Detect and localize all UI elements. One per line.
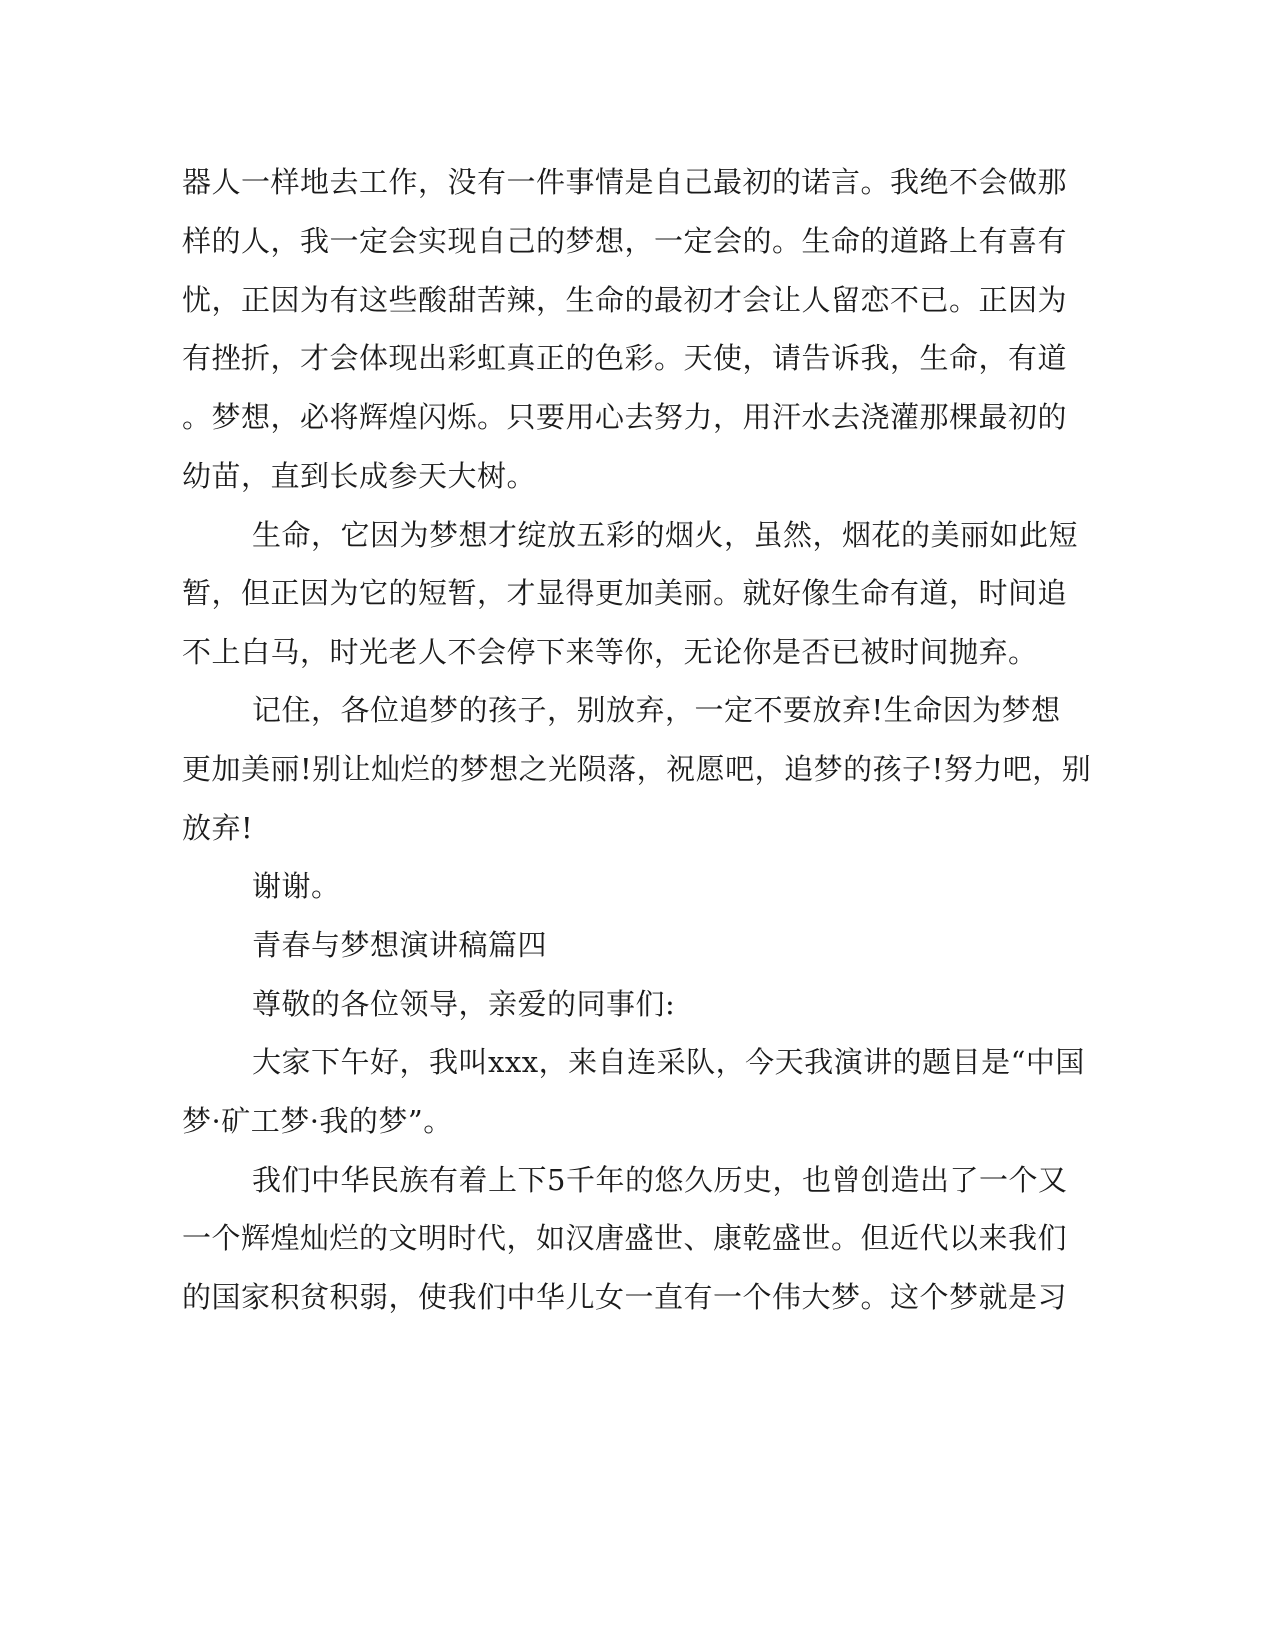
text-line-content: 样的人，我一定会实现自己的梦想，一定会的。生命的道路上有喜有 <box>182 224 1068 258</box>
text-line-content: 的国家积贫积弱，使我们中华儿女一直有一个伟大梦。这个梦就是习 <box>182 1280 1068 1314</box>
text-line-content: 有挫折，才会体现出彩虹真正的色彩。天使，请告诉我，生命，有道 <box>182 341 1068 375</box>
text-line-content: 我们中华民族有着上下5千年的悠久历史，也曾创造出了一个又 <box>252 1163 1068 1197</box>
text-line-content: 梦·矿工梦·我的梦”。 <box>182 1104 453 1138</box>
text-line-content: 不上白马，时光老人不会停下来等你，无论你是否已被时间抛弃。 <box>182 635 1038 669</box>
text-line-content: 更加美丽!别让灿烂的梦想之光陨落，祝愿吧，追梦的孩子!努力吧，别 <box>182 752 1092 786</box>
text-line-content: 青春与梦想演讲稿篇四 <box>252 928 548 962</box>
text-line-content: 。梦想，必将辉煌闪烁。只要用心去努力，用汗水去浇灌那棵最初的 <box>182 400 1068 434</box>
text-line-content: 器人一样地去工作，没有一件事情是自己最初的诺言。我绝不会做那 <box>182 165 1068 199</box>
text-line-content: 谢谢。 <box>252 869 341 903</box>
text-line-content: 记住，各位追梦的孩子，别放弃，一定不要放弃!生命因为梦想 <box>252 693 1061 727</box>
text-line-content: 幼苗，直到长成参天大树。 <box>182 459 537 493</box>
text-line-content: 忧，正因为有这些酸甜苦辣，生命的最初才会让人留恋不已。正因为 <box>182 283 1068 317</box>
text-line-content: 放弃! <box>182 811 254 845</box>
text-line-content: 一个辉煌灿烂的文明时代，如汉唐盛世、康乾盛世。但近代以来我们 <box>182 1221 1068 1255</box>
text-line-content: 尊敬的各位领导，亲爱的同事们: <box>252 987 676 1021</box>
text-line-content: 大家下午好，我叫xxx，来自连采队，今天我演讲的题目是“中国 <box>252 1045 1085 1079</box>
text-line-content: 生命，它因为梦想才绽放五彩的烟火，虽然，烟花的美丽如此短 <box>252 518 1079 552</box>
text-line-content: 暂，但正因为它的短暂，才显得更加美丽。就好像生命有道，时间追 <box>182 576 1068 610</box>
